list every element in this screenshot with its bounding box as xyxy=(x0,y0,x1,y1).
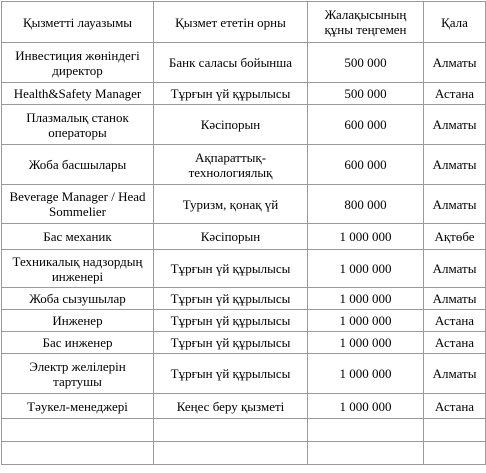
empty-cell xyxy=(2,442,154,465)
position-cell: Жоба сызушылар xyxy=(2,288,154,310)
empty-cell xyxy=(424,442,486,465)
position-cell: Плазмалық станок операторы xyxy=(2,105,154,145)
position-cell: Бас инженер xyxy=(2,332,154,354)
workplace-cell: Тұрғын үй құрылысы xyxy=(154,250,308,288)
empty-cell xyxy=(308,419,424,442)
position-cell: Тәукел-менеджері xyxy=(2,394,154,419)
city-cell: Алматы xyxy=(424,354,486,394)
workplace-cell: Кәсіпорын xyxy=(154,224,308,250)
salary-cell: 500 000 xyxy=(308,43,424,83)
city-cell: Алматы xyxy=(424,105,486,145)
table-row xyxy=(2,332,486,354)
header-city: Қала xyxy=(424,2,486,43)
city-cell: Алматы xyxy=(424,145,486,185)
salary-cell: 1 000 000 xyxy=(308,224,424,250)
salary-cell: 600 000 xyxy=(308,105,424,145)
salary-cell: 1 000 000 xyxy=(308,250,424,288)
table-row xyxy=(2,288,486,310)
position-cell: Электр желілерін тартушы xyxy=(2,354,154,394)
table-header-row xyxy=(2,2,486,43)
workplace-cell: Банк саласы бойынша xyxy=(154,43,308,83)
position-cell: Health&Safety Manager xyxy=(2,83,154,105)
table-row xyxy=(2,354,486,394)
position-cell: Инвестиция жөніндегі директор xyxy=(2,43,154,83)
position-cell: Инженер xyxy=(2,310,154,332)
position-cell: Техникалық надзордың инженері xyxy=(2,250,154,288)
table-row xyxy=(2,43,486,83)
table-row xyxy=(2,145,486,185)
header-workplace: Қызмет ететін орны xyxy=(154,2,308,43)
city-cell: Ақтөбе xyxy=(424,224,486,250)
empty-cell xyxy=(154,419,308,442)
table-row xyxy=(2,394,486,419)
empty-cell xyxy=(308,442,424,465)
city-cell: Алматы xyxy=(424,288,486,310)
table-row xyxy=(2,310,486,332)
header-salary: Жалақысының құны теңгемен xyxy=(308,2,424,43)
salary-cell: 800 000 xyxy=(308,185,424,224)
salary-cell: 600 000 xyxy=(308,145,424,185)
workplace-cell: Туризм, қонақ үй xyxy=(154,185,308,224)
table-row xyxy=(2,185,486,224)
salary-table xyxy=(1,1,486,465)
salary-cell: 1 000 000 xyxy=(308,288,424,310)
empty-cell xyxy=(154,442,308,465)
empty-cell xyxy=(424,419,486,442)
header-position: Қызметті лауазымы xyxy=(2,2,154,43)
city-cell: Астана xyxy=(424,83,486,105)
city-cell: Алматы xyxy=(424,43,486,83)
city-cell: Алматы xyxy=(424,250,486,288)
table-row xyxy=(2,250,486,288)
salary-cell: 1 000 000 xyxy=(308,394,424,419)
position-cell: Жоба басшылары xyxy=(2,145,154,185)
workplace-cell: Тұрғын үй құрылысы xyxy=(154,83,308,105)
position-cell: Beverage Manager / Head Sommelier xyxy=(2,185,154,224)
salary-cell: 1 000 000 xyxy=(308,354,424,394)
workplace-cell: Тұрғын үй құрылысы xyxy=(154,310,308,332)
position-cell: Бас механик xyxy=(2,224,154,250)
table-row xyxy=(2,83,486,105)
workplace-cell: Тұрғын үй құрылысы xyxy=(154,288,308,310)
workplace-cell: Ақпараттық-технологиялық xyxy=(154,145,308,185)
city-cell: Астана xyxy=(424,332,486,354)
city-cell: Астана xyxy=(424,310,486,332)
salary-cell: 1 000 000 xyxy=(308,310,424,332)
city-cell: Астана xyxy=(424,394,486,419)
empty-row xyxy=(2,442,486,465)
workplace-cell: Тұрғын үй құрылысы xyxy=(154,332,308,354)
empty-cell xyxy=(2,419,154,442)
salary-cell: 500 000 xyxy=(308,83,424,105)
workplace-cell: Кеңес беру қызметі xyxy=(154,394,308,419)
city-cell: Алматы xyxy=(424,185,486,224)
salary-cell: 1 000 000 xyxy=(308,332,424,354)
table-row xyxy=(2,105,486,145)
empty-row xyxy=(2,419,486,442)
table-row xyxy=(2,224,486,250)
workplace-cell: Тұрғын үй құрылысы xyxy=(154,354,308,394)
workplace-cell: Кәсіпорын xyxy=(154,105,308,145)
